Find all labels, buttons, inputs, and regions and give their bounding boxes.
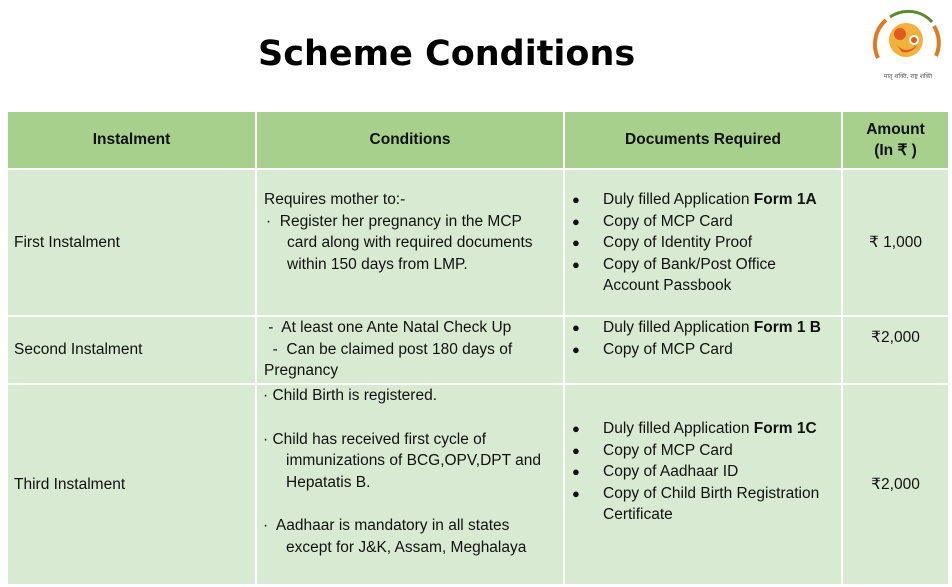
row-first-documents <box>565 170 841 315</box>
condition-line: · Aadhaar is mandatory in all states <box>263 517 510 534</box>
row-second-amount: ₹2,000 <box>843 317 948 383</box>
bullet-icon: ● <box>572 464 580 479</box>
bullet-icon: ● <box>572 256 580 272</box>
document-item: ● Copy of Identity Proof <box>571 232 841 254</box>
document-item: ● Copy of MCP Card <box>571 339 841 361</box>
condition-line: - Can be claimed post 180 days of <box>264 340 513 358</box>
condition-line: · Register her pregnancy in the MCP <box>266 212 522 230</box>
row-second-instalment-label: Second Instalment <box>8 317 255 383</box>
bullet-icon: ● <box>572 442 580 458</box>
bullet-icon: ● <box>572 421 580 436</box>
document-item: ● Copy of MCP Card <box>571 211 841 233</box>
bullet-icon: ● <box>572 213 580 229</box>
condition-line: - At least one Ante Natal Check Up <box>264 319 512 336</box>
condition-line: immunizations of BCG,OPV,DPT and <box>286 452 542 469</box>
header-amount <box>843 112 948 168</box>
header-amount-line2: (In ₹ ) <box>874 142 917 159</box>
header-amount-line1: Amount <box>866 121 925 138</box>
document-item: ● Copy of MCP Card <box>571 440 841 462</box>
row-first-instalment-label: First Instalment <box>8 170 255 315</box>
header-instalment: Instalment <box>8 112 255 168</box>
document-item: ● Duly filled Application Form 1A <box>571 189 841 211</box>
header-conditions: Conditions <box>257 112 563 168</box>
condition-line: · Child Birth is registered. <box>263 387 438 404</box>
bullet-icon: ● <box>572 235 580 250</box>
row-first-conditions <box>257 170 563 315</box>
row-third-documents <box>565 385 841 584</box>
condition-line: except for J&K, Assam, Meghalaya <box>286 538 527 556</box>
document-item: ● Duly filled Application Form 1C <box>571 418 841 440</box>
bullet-icon: ● <box>572 192 580 207</box>
document-item: ● Copy of Bank/Post Office <box>571 254 841 276</box>
row-third-amount: ₹2,000 <box>843 385 948 584</box>
condition-line: Pregnancy <box>264 362 339 379</box>
condition-line: within 150 days from LMP. <box>287 255 468 273</box>
condition-intro: Requires mother to:- <box>264 191 406 208</box>
document-item: ● Duly filled Application Form 1 B <box>571 317 841 339</box>
document-item: ● Copy of Aadhaar ID <box>571 461 841 483</box>
row-second-documents <box>565 317 841 383</box>
document-item-continued: Certificate <box>603 506 673 523</box>
row-third-conditions <box>257 385 563 584</box>
bullet-icon: ● <box>572 341 580 357</box>
document-item-continued: Account Passbook <box>603 277 732 294</box>
condition-line: · Child has received first cycle of <box>263 430 487 448</box>
logo-tagline: मातृ शक्ति, राष्ट्र शक्ति <box>883 73 933 80</box>
scheme-table <box>8 112 942 578</box>
row-second-conditions <box>257 317 563 383</box>
bullet-icon: ● <box>572 485 580 501</box>
condition-line: Hepatatis B. <box>286 473 371 491</box>
row-third-instalment-label: Third Instalment <box>8 385 255 584</box>
condition-line: card along with required documents <box>287 234 533 251</box>
bullet-icon: ● <box>572 320 580 335</box>
page-title: Scheme Conditions <box>258 34 636 74</box>
document-item: ● Copy of Child Birth Registration <box>571 483 841 505</box>
header-documents: Documents Required <box>565 112 841 168</box>
row-first-amount: ₹ 1,000 <box>843 170 948 315</box>
